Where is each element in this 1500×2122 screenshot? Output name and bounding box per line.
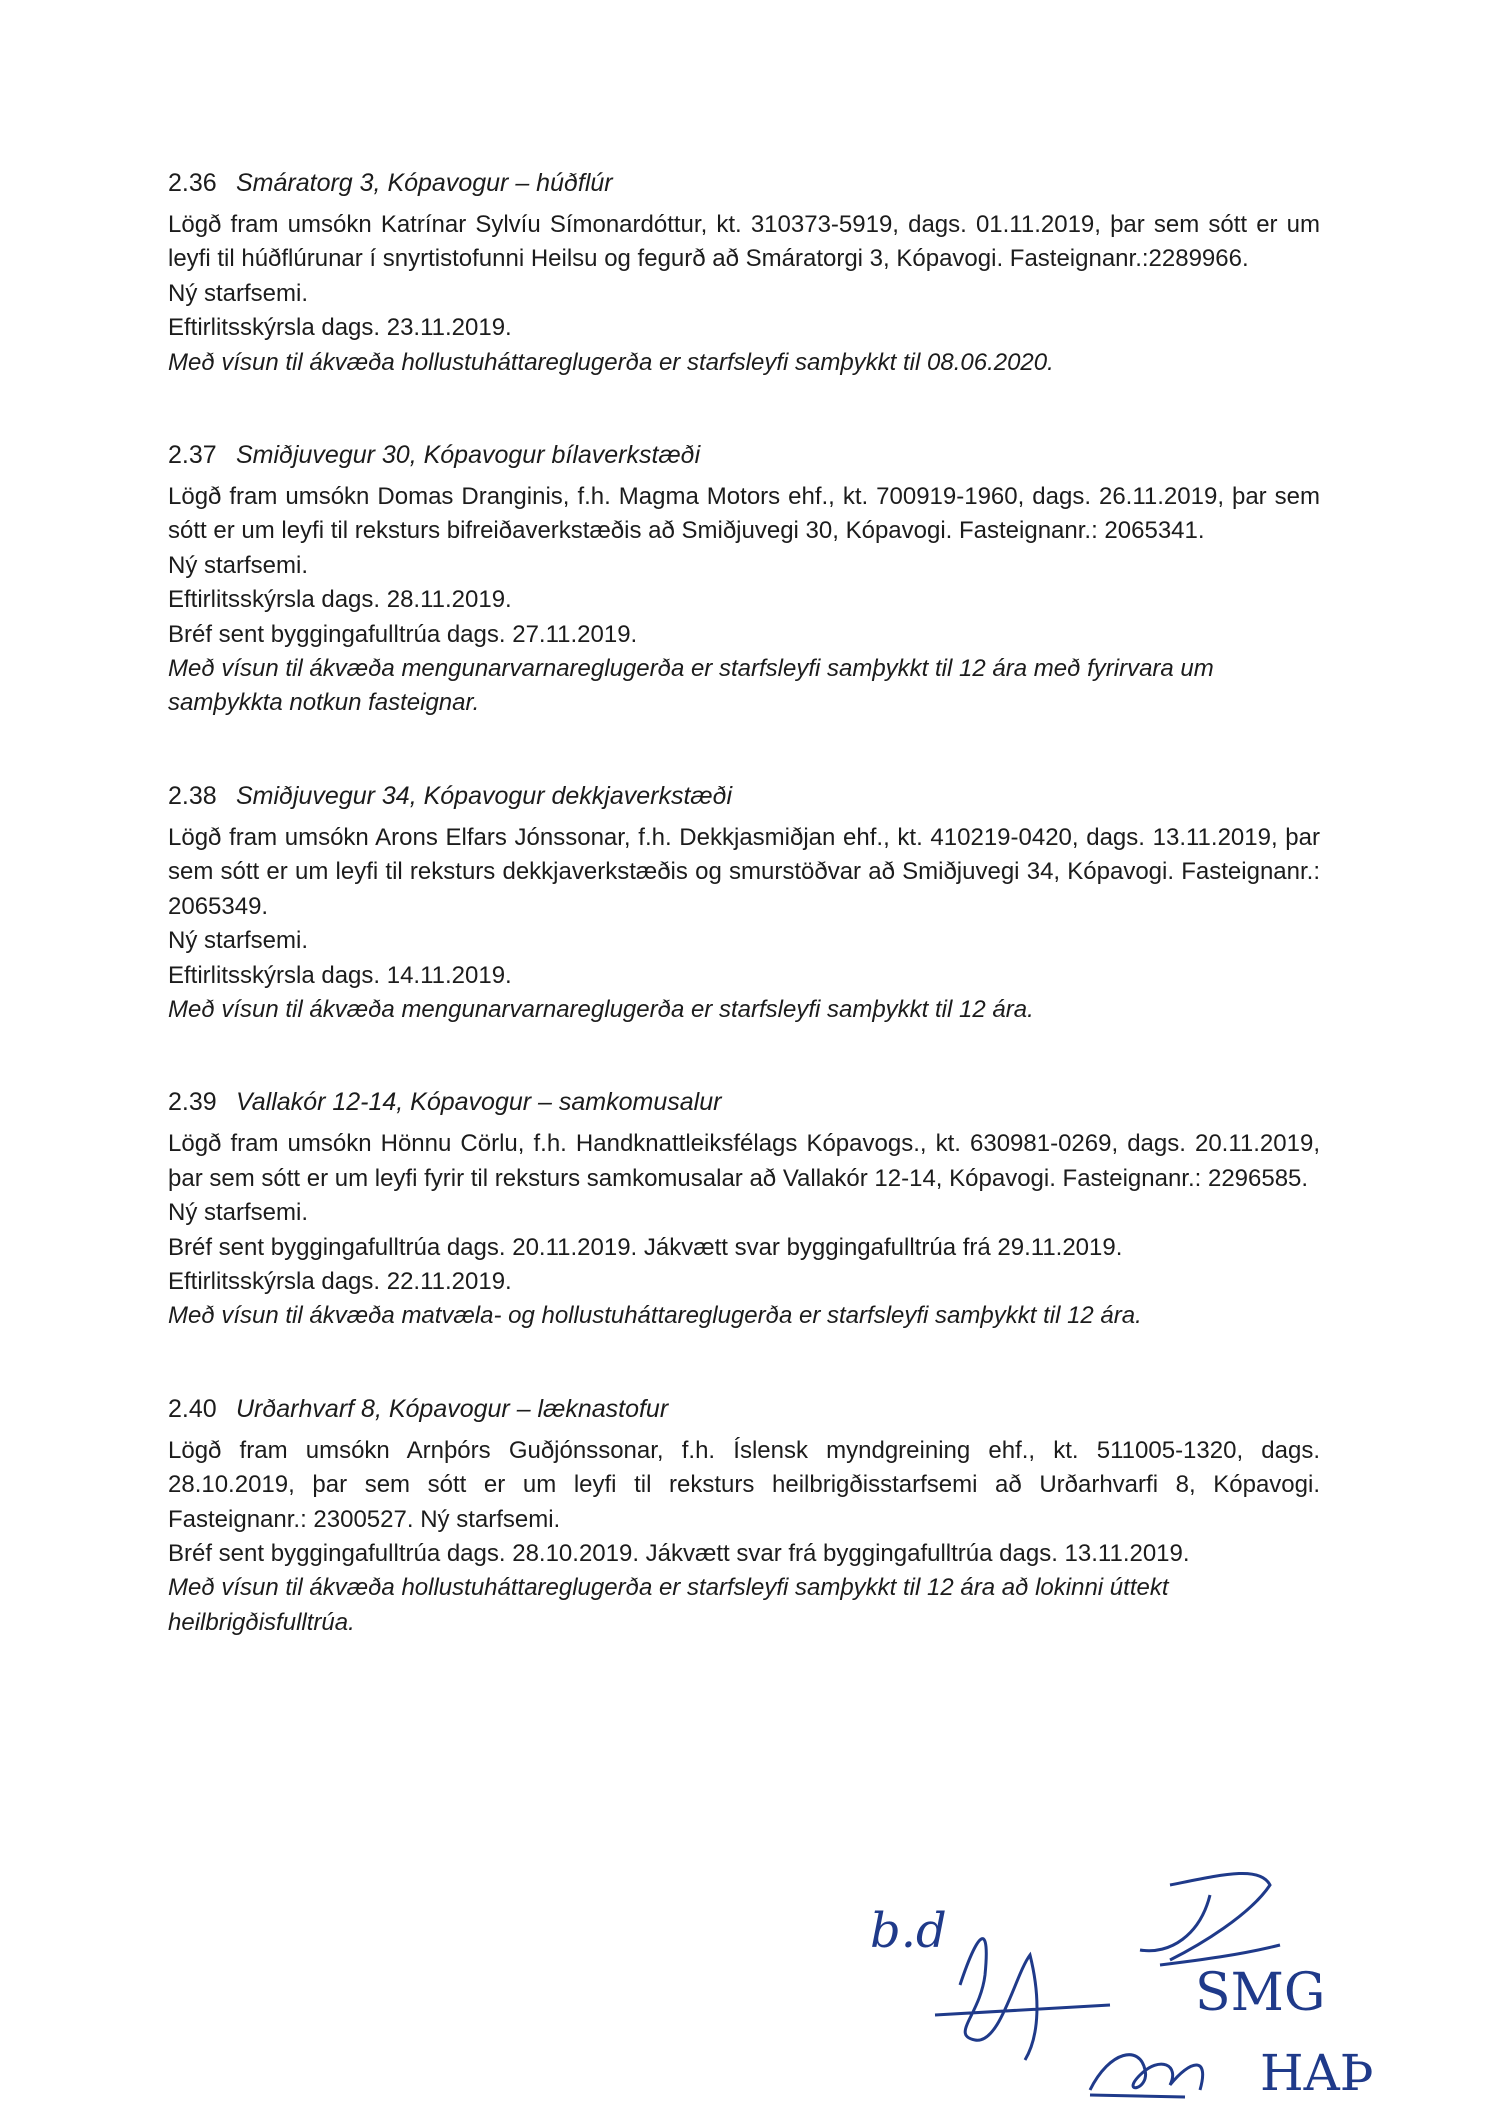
status-line: Ný starfsemi. (168, 279, 309, 307)
scribble-signature-2 (1090, 2055, 1203, 2097)
section-number: 2.39 (168, 1088, 217, 1117)
section-number: 2.37 (168, 441, 217, 470)
application-text: Lögð fram umsókn Arnþórs Guðjónssonar, f.h. Íslensk myndgreining ehf., kt. 511005-1320, dags. 28.10.2019, þar sem sótt er um leyfi til reksturs heilbrigðisstarfsemi að Urðarhvarfi 8, Kópavogi. Fasteignanr.: 2300527. Ný starfsemi. (168, 1436, 1320, 1533)
decision-text: Með vísun til ákvæða mengunarvarnareglugerða er starfsleyfi samþykkt til 12 ára. (168, 995, 1034, 1023)
document-page (168, 166, 1320, 1698)
initials-bd: b.d (870, 1903, 947, 1959)
decision-text: Með vísun til ákvæða mengunarvarnareglugerða er starfsleyfi samþykkt til 12 ára með fyrirvara um samþykkta notkun fasteignar. (168, 655, 1214, 717)
section-number: 2.38 (168, 781, 217, 810)
section-2-38 (168, 779, 1320, 1027)
decision-text: Með vísun til ákvæða hollustuháttareglugerða er starfsleyfi samþykkt til 08.06.2020. (168, 348, 1054, 376)
initials-hath: HAÞ (1260, 2044, 1374, 2102)
status-line: Eftirlitsskýrsla dags. 28.11.2019. (168, 586, 512, 614)
section-number: 2.40 (168, 1394, 217, 1423)
signatures-drawing (840, 1865, 1380, 2105)
section-body (168, 1434, 1320, 1640)
section-heading (168, 1085, 1320, 1119)
section-body (168, 480, 1320, 721)
section-body (168, 1127, 1320, 1333)
section-2-37 (168, 438, 1320, 721)
section-title: Urðarhvarf 8, Kópavogur – læknastofur (236, 1394, 669, 1423)
status-line: Ný starfsemi. (168, 1199, 309, 1227)
section-body (168, 208, 1320, 380)
decision-text: Með vísun til ákvæða matvæla- og hollustuháttareglugerða er starfsleyfi samþykkt til 12 ára. (168, 1302, 1142, 1330)
section-2-36 (168, 166, 1320, 380)
application-text: Lögð fram umsókn Hönnu Cörlu, f.h. Handknattleiksfélags Kópavogs., kt. 630981-0269, dags. 20.11.2019, þar sem sótt er um leyfi fyrir til reksturs samkomusalar að Vallakór 12-14, Kópavogi. Fasteignanr.: 2296585. (168, 1130, 1320, 1192)
status-line: Bréf sent byggingafulltrúa dags. 28.10.2019. Jákvætt svar frá byggingafulltrúa dags. 13.11.2019. (168, 1539, 1190, 1567)
section-heading (168, 779, 1320, 813)
application-text: Lögð fram umsókn Arons Elfars Jónssonar, f.h. Dekkjasmiðjan ehf., kt. 410219-0420, dags. 13.11.2019, þar sem sótt er um leyfi til reksturs dekkjaverkstæðis og smurstöðvar að Smiðjuvegi 34, Kópavogi. Fasteignanr.: 2065349. (168, 823, 1320, 920)
flourish-signature (1140, 1873, 1280, 1965)
application-text: Lögð fram umsókn Domas Dranginis, f.h. Magma Motors ehf., kt. 700919-1960, dags. 26.11.2019, þar sem sótt er um leyfi til reksturs bifreiðaverkstæðis að Smiðjuvegi 30, Kópavogi. Fasteignanr.: 2065341. (168, 483, 1320, 545)
section-title: Smiðjuvegur 30, Kópavogur bílaverkstæði (236, 441, 701, 470)
signature-area (840, 1865, 1380, 2105)
application-text: Lögð fram umsókn Katrínar Sylvíu Símonardóttur, kt. 310373-5919, dags. 01.11.2019, þar sem sótt er um leyfi til húðflúrunar í snyrtistofunni Heilsu og fegurð að Smáratorgi 3, Kópavogi. Fasteignanr.:2289966. (168, 211, 1320, 273)
section-title: Vallakór 12-14, Kópavogur – samkomusalur (236, 1088, 722, 1117)
status-line: Ný starfsemi. (168, 927, 309, 955)
status-line: Eftirlitsskýrsla dags. 14.11.2019. (168, 961, 512, 989)
section-heading (168, 166, 1320, 200)
initials-smg: SMG (1195, 1963, 1326, 2023)
section-heading (168, 1392, 1320, 1426)
status-line: Bréf sent byggingafulltrúa dags. 27.11.2019. (168, 620, 638, 648)
section-title: Smiðjuvegur 34, Kópavogur dekkjaverkstæði (236, 781, 733, 810)
section-2-40 (168, 1392, 1320, 1640)
status-line: Ný starfsemi. (168, 551, 309, 579)
section-2-39 (168, 1085, 1320, 1333)
section-heading (168, 438, 1320, 472)
section-number: 2.36 (168, 169, 217, 197)
section-body (168, 821, 1320, 1027)
scribble-signature (935, 1939, 1110, 2060)
section-title: Smáratorg 3, Kópavogur – húðflúr (236, 169, 613, 197)
status-line: Eftirlitsskýrsla dags. 23.11.2019. (168, 314, 512, 342)
status-line: Bréf sent byggingafulltrúa dags. 20.11.2019. Jákvætt svar byggingafulltrúa frá 29.11.2019. (168, 1233, 1123, 1261)
status-line: Eftirlitsskýrsla dags. 22.11.2019. (168, 1267, 512, 1295)
decision-text: Með vísun til ákvæða hollustuháttareglugerða er starfsleyfi samþykkt til 12 ára að lokinni úttekt heilbrigðisfulltrúa. (168, 1574, 1169, 1636)
